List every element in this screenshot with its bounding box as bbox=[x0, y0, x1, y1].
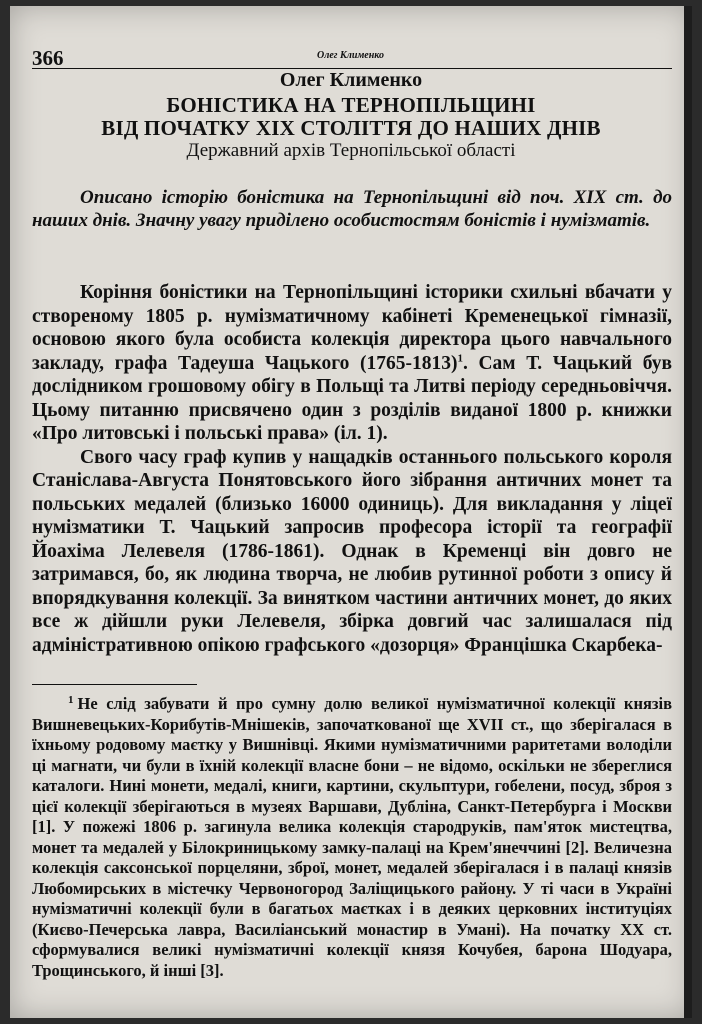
page-number: 366 bbox=[32, 46, 64, 70]
page-header bbox=[32, 46, 672, 69]
author-name: Олег Клименко bbox=[279, 69, 423, 91]
footnote-reference: 1 bbox=[457, 352, 463, 364]
paragraph-1-text-cont: . Сам Т. Чацький був дослідником грошовому обігу в Польщі та Литві періоду середньовіччя. Цьому питанню присвячено один з розділів виданої 1800 р. книжки «Про литовські і польські права» (іл. 1). bbox=[32, 352, 672, 444]
author-affiliation: Державний архів Тернопільської області bbox=[186, 140, 516, 161]
article-title-line2: ВІД ПОЧАТКУ XIX СТОЛІТТЯ ДО НАШИХ ДНІВ bbox=[101, 116, 601, 140]
page bbox=[10, 6, 692, 1018]
running-head: Олег Клименко bbox=[317, 50, 384, 61]
body-paragraph-1 bbox=[32, 281, 672, 446]
footnote-mark: 1 bbox=[68, 693, 74, 706]
body-paragraph-2: Свого часу граф купив у нащадків останнього польського короля Станіслава-Августа Понятовського його зібрання античних монет та польських медалей (близько 16000 одиниць). Для викладання у ліцеї нумізматики Т. Чацький запросив професора історії та географії Йоахіма Лелевеля (1786-1861). Однак в Кременці він довго не затримався, бо, як людина творча, не любив рутинної роботи з опису й впорядкування колекції. За винятком частини античних монет, до яких все ж дійшли руки Лелевеля, збірка довгий час залишалася під адміністративною опікою графського «дозорця» Францішка Скарбека- bbox=[32, 446, 672, 656]
abstract: Описано історію боністика на Тернопільщині від поч. XIX ст. до наших днів. Значну увагу приділено особистостям боністів і нумізматів. bbox=[32, 187, 672, 231]
footnote-text: Не слід забувати й про сумну долю великої нумізматичної колекції князів Вишневецьких-Корибутів-Мнішеків, започаткованої ще XVII ст., що зберігалася в їхньому родовому маєтку у Вишнівці. Якими нумізматичними раритетами володіли ці магнати, чи були в їхній колекції власне бони – не відомо, оскільки не збереглися каталоги. Нині монети, медалі, книги, картини, скульптури, гобелени, посуд, зброя з цієї колекції зберігаються в музеях Варшави, Дубліна, Санкт-Петербурга і Москви [1]. У пожежі 1806 р. загинула велика колекція стародруків, пам'яток мистецтва, монет та медалей у Білокриницькому замку-палаці на Крем'янеччині [2]. Величезна колекція саксонської порцеляни, зброї, монет, медалей зберігалася і в палаці князів Любомирських в містечку Червоногород Заліщицького району. У ті часи в Україні нумізматичні колекції були в багатьох маєтках і в деяких церковних інституціях (Києво-Печерська лавра, Василіанський монастир в Умані). На початку XX ст. сформувалися великі нумізматичні колекції князя Кочубея, барона Шодуара, Трощинського, й інші [3]. bbox=[32, 694, 672, 980]
paragraph-1-text: Коріння боністики на Тернопільщині історики схильні вбачати у створеному 1805 р. нумізматичному кабінеті Кременецької гімназії, основою якого була особиста колекція директора цього навчального закладу, графа Тадеуша Чацького (1765-1813) bbox=[32, 282, 672, 374]
article-title-line1: БОНІСТИКА НА ТЕРНОПІЛЬЩИНІ bbox=[166, 93, 536, 117]
body-text bbox=[32, 281, 672, 657]
footnote bbox=[32, 694, 672, 981]
footnote-divider bbox=[32, 684, 197, 685]
